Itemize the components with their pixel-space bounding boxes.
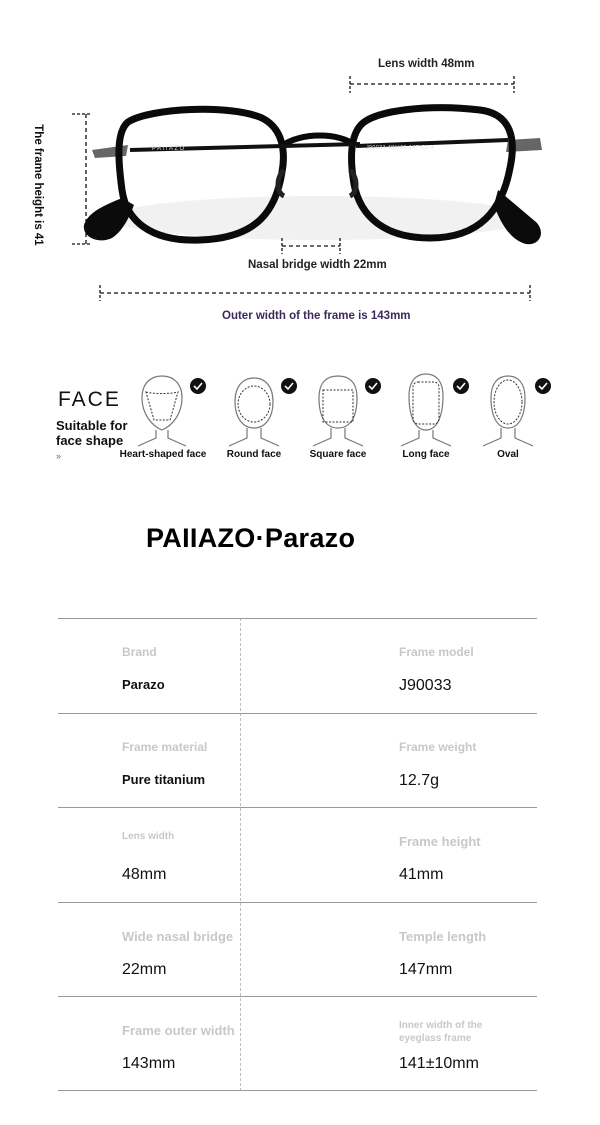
spec-label: Temple length [399,928,487,944]
face-shape-long [381,368,471,468]
face-subtitle [56,418,128,448]
face-shape-square [293,368,383,468]
spec-value: 12.7g [399,771,440,789]
face-shape-oval [463,368,553,468]
spec-cell-nasal-bridge [58,903,297,997]
spec-cell-frame-height [299,808,538,902]
spec-label: Brand [122,645,157,659]
square-face-icon [293,368,383,448]
spec-row [58,618,537,713]
spec-cell-frame-weight [299,714,538,808]
spec-value: 147mm [399,960,453,978]
spec-cell-frame-model [299,619,538,713]
long-face-icon [381,368,471,448]
spec-label: Frame height [399,834,481,849]
spec-value: 143mm [122,1055,176,1072]
round-face-icon [209,368,299,448]
spec-row [58,996,537,1091]
spec-cell-inner-width [299,997,538,1090]
nasal-bridge-label: Nasal bridge width 22mm [248,259,387,271]
oval-face-icon [463,368,553,448]
frame-print-left: PAIIAZO [152,146,186,152]
face-subtitle-line1: Suitable for [56,418,128,433]
spec-row [58,807,537,902]
heart-face-icon [118,368,208,448]
frame-height-label: The frame height is 41 [32,124,44,246]
spec-value: 41mm [399,866,444,883]
spec-table [58,618,537,1091]
spec-label: Lens width [122,831,175,842]
spec-label: Frame weight [399,739,477,754]
spec-label: Frame material [122,739,208,754]
spec-cell-brand [58,619,297,713]
face-shape-label: Round face [226,449,282,460]
spec-row [58,713,537,808]
spec-cell-frame-material [58,714,297,808]
lens-width-label: Lens width 48mm [378,58,475,70]
spec-cell-temple-length [299,903,538,997]
spec-value: Parazo [122,677,165,692]
left-hinge [92,145,128,158]
face-shape-round [209,368,299,468]
brand-title: PAIIAZO·Parazo [146,523,356,553]
spec-label: Inner width of the eyeglass frame [399,1020,483,1044]
face-title: FACE [58,388,121,411]
spec-value: 141±10mm [399,1055,479,1072]
face-subtitle-line2: face shape [56,433,124,448]
face-shape-heart [118,368,208,468]
face-shape-label: Long face [402,449,450,460]
face-shape-section [0,360,600,470]
face-shape-label: Heart-shaped face [119,449,207,460]
outer-width-label: Outer width of the frame is 143mm [222,310,411,322]
spec-value: Pure titanium [122,771,206,787]
spec-label: Frame outer width [122,1023,235,1038]
chevron-right-icon: » [56,451,62,461]
frame-print-right: J90033 48口22-147 C2-4 [366,145,435,151]
spec-cell-lens-width [58,808,297,902]
spec-value: 22mm [122,960,167,978]
glasses-diagram [0,0,600,340]
spec-label: Wide nasal bridge [122,928,234,944]
spec-label: Frame model [399,645,474,659]
face-shape-label: Oval [497,449,519,460]
spec-value: 48mm [122,866,167,883]
spec-value: J90033 [399,677,452,694]
glasses-illustration [0,0,600,340]
spec-row [58,902,537,997]
spec-cell-outer-width [58,997,297,1090]
face-shape-label: Square face [309,449,367,460]
